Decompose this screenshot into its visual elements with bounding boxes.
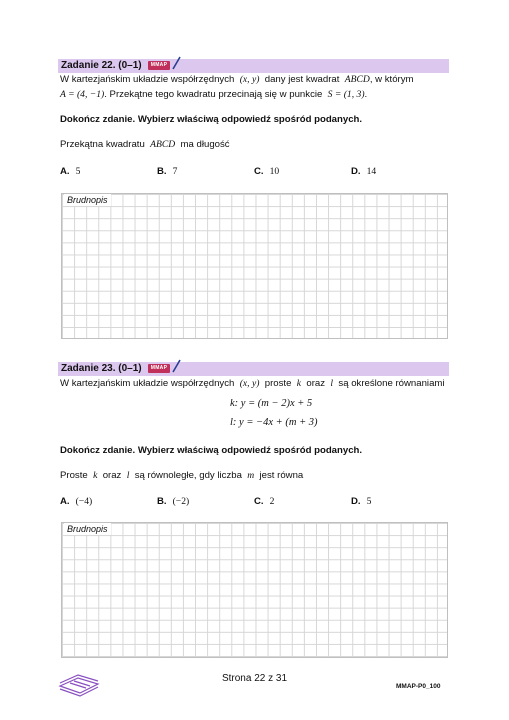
task-23-body-line1: W kartezjańskim układzie współrzędnych (x, y) proste k oraz l są określone równaniami (60, 378, 445, 389)
task-22-instruction: Dokończ zdanie. Wybierz właściwą odpowiedź spośród podanych. (60, 114, 363, 125)
task-22-title: Zadanie 22. (0–1) (61, 60, 142, 71)
page-number: Strona 22 z 31 (221, 673, 288, 684)
task-22-option-b[interactable]: B. 7 (157, 166, 178, 177)
task-23-equation-k: k: y = (m − 2)x + 5 (230, 398, 313, 409)
task-23-scratch-grid (61, 522, 448, 658)
task-23-option-a[interactable]: A. (−4) (60, 496, 93, 507)
task-22-body-line2: A = (4, −1). Przekątne tego kwadratu przecinają się w punkcie S = (1, 3). (60, 89, 368, 100)
task-22-scratch-grid (61, 193, 448, 339)
task-23-instruction: Dokończ zdanie. Wybierz właściwą odpowiedź spośród podanych. (60, 445, 363, 456)
task-22-option-a[interactable]: A. 5 (60, 166, 81, 177)
pencil-icon (170, 358, 182, 374)
task-23-option-c[interactable]: C. 2 (254, 496, 275, 507)
task-23-option-b[interactable]: B. (−2) (157, 496, 190, 507)
task-23-badge: MMAP (148, 364, 170, 373)
task-22-body-line1: W kartezjańskim układzie współrzędnych (x, y) dany jest kwadrat ABCD, w którym (60, 74, 414, 85)
task-23-scratch-label: Brudnopis (64, 523, 111, 535)
task-22-scratch-label: Brudnopis (64, 194, 111, 206)
task-23-stem: Proste k oraz l są równoległe, gdy liczba m jest równa (60, 470, 304, 481)
pencil-icon (170, 55, 182, 71)
task-22-option-d[interactable]: D. 14 (351, 166, 377, 177)
task-22-header (58, 59, 449, 73)
task-23-header (58, 362, 449, 376)
task-22-stem: Przekątna kwadratu ABCD ma długość (60, 139, 230, 150)
exam-code: MMAP-P0_100 (396, 683, 441, 690)
task-23-option-d[interactable]: D. 5 (351, 496, 372, 507)
task-23-title: Zadanie 23. (0–1) (61, 363, 142, 374)
task-22-badge: MMAP (148, 61, 170, 70)
task-22-option-c[interactable]: C. 10 (254, 166, 280, 177)
task-23-equation-l: l: y = −4x + (m + 3) (230, 417, 318, 428)
